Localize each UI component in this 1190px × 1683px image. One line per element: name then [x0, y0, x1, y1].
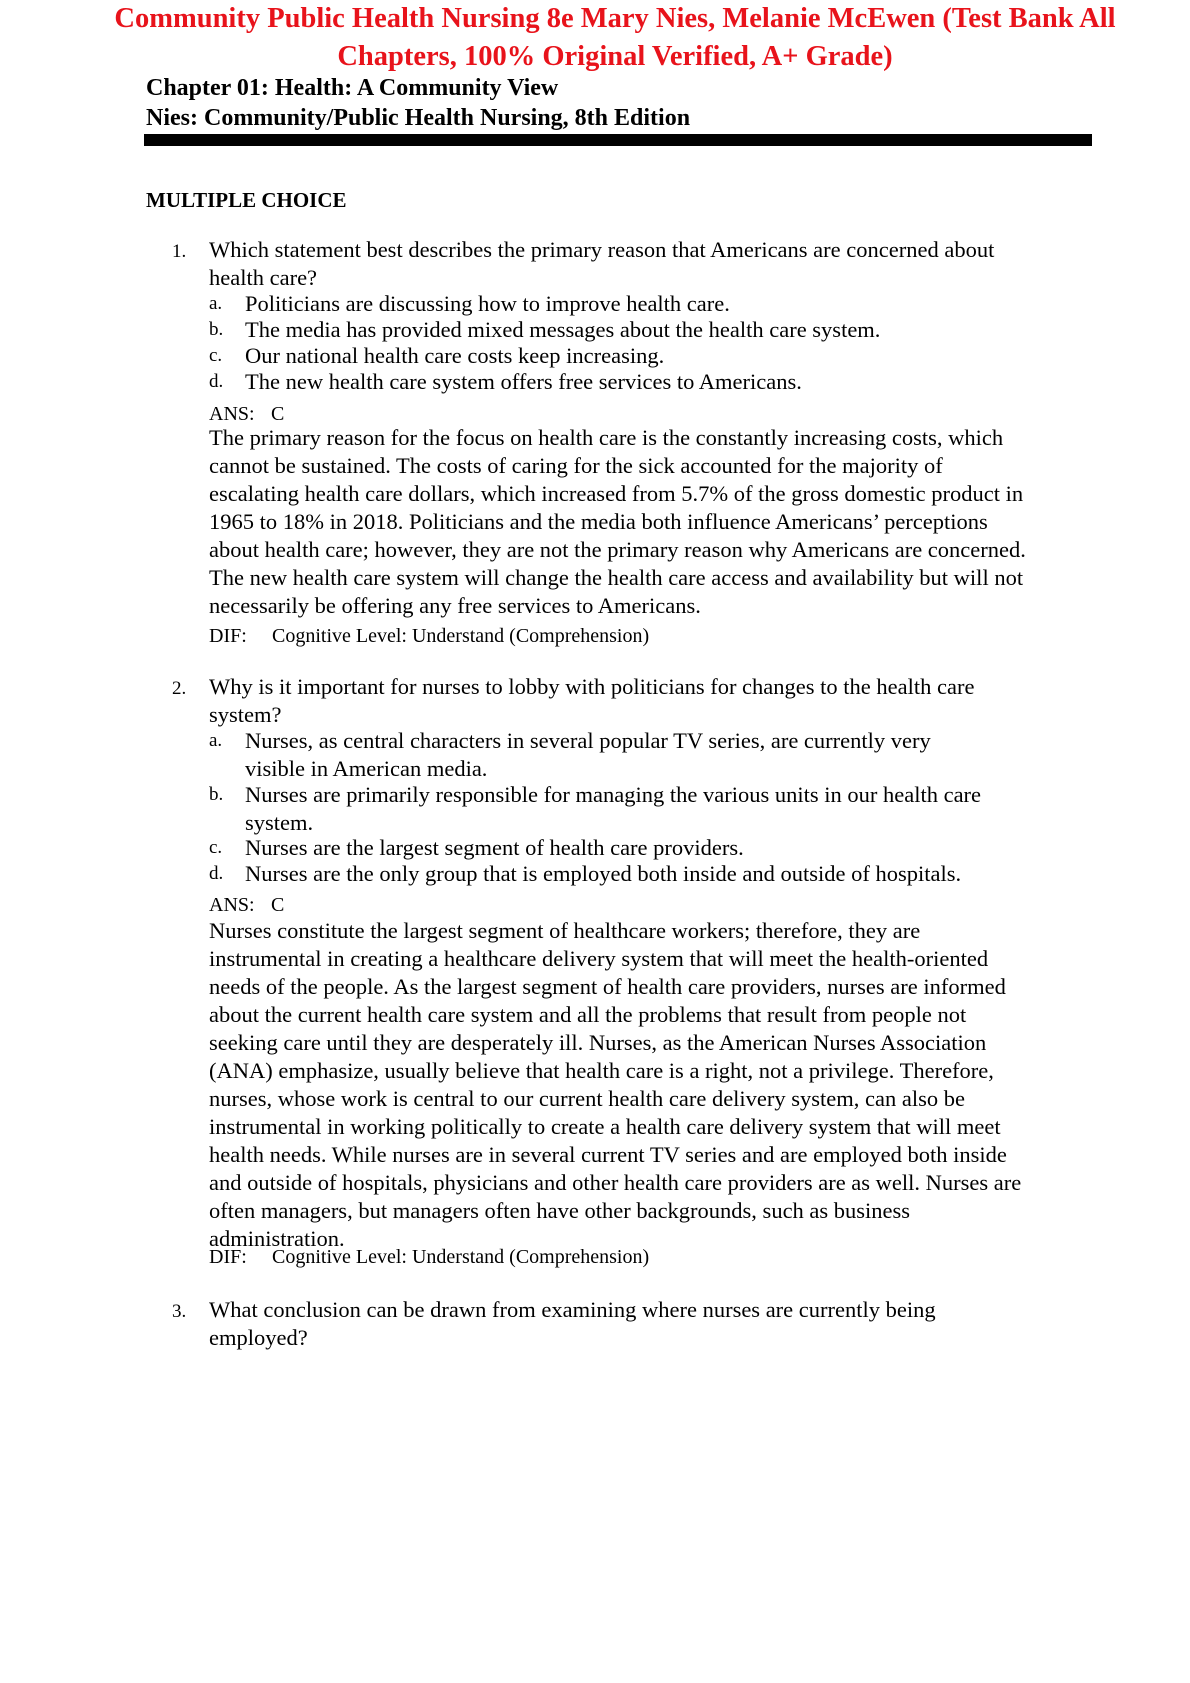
rationale-line: escalating health care dollars, which increased from 5.7% of the gross domestic product in	[209, 481, 1024, 506]
rationale-line: necessarily be offering any free services to Americans.	[209, 593, 701, 618]
rationale-line: health needs. While nurses are in several current TV series and are employed both inside	[209, 1142, 1007, 1167]
difficulty	[209, 1243, 1099, 1271]
rationale-line: The primary reason for the focus on health care is the constantly increasing costs, which	[209, 425, 1004, 450]
answer-label: ANS:	[209, 403, 255, 425]
option-letter: b.	[209, 784, 224, 805]
option-line: Nurses, as central characters in several popular TV series, are currently very	[245, 728, 931, 753]
rationale-line: and outside of hospitals, physicians and other health care providers are as well. Nurses are	[209, 1170, 1022, 1195]
stem-line: What conclusion can be drawn from examining where nurses are currently being	[209, 1297, 936, 1322]
rationale	[209, 424, 1109, 620]
question-stem	[209, 673, 1099, 729]
option-line: system.	[245, 810, 314, 835]
dif-value: Cognitive Level: Understand (Comprehension)	[272, 625, 650, 647]
difficulty	[209, 622, 1099, 650]
answer-value: C	[271, 403, 285, 425]
rationale-line: about the current health care system and all the problems that result from people not	[209, 1002, 967, 1027]
rationale-line: 1965 to 18% in 2018. Politicians and the media both influence Americans’ perceptions	[209, 509, 988, 534]
option-letter: d.	[209, 863, 224, 884]
rationale-line: instrumental in working politically to create a health care delivery system that will meet	[209, 1114, 1001, 1139]
rationale-line: Nurses constitute the largest segment of healthcare workers; therefore, they are	[209, 918, 921, 943]
option-letter: d.	[209, 371, 224, 392]
answer-value: C	[271, 894, 285, 916]
option-letter: a.	[209, 730, 223, 751]
stem-line: employed?	[209, 1325, 308, 1350]
book-title: Nies: Community/Public Health Nursing, 8th Edition	[146, 105, 691, 131]
question-number: 3.	[172, 1301, 187, 1322]
stem-line: health care?	[209, 265, 318, 290]
option-text: Politicians are discussing how to improve health care.	[245, 291, 730, 316]
header-rule	[144, 134, 1092, 146]
section-title: MULTIPLE CHOICE	[146, 188, 347, 212]
chapter-title: Chapter 01: Health: A Community View	[146, 75, 559, 101]
rationale-line: about health care; however, they are not the primary reason why Americans are concerned.	[209, 537, 1026, 562]
option-text: The new health care system offers free services to Americans.	[245, 369, 802, 394]
option-line: Nurses are primarily responsible for managing the various units in our health care	[245, 782, 982, 807]
rationale-line: cannot be sustained. The costs of caring for the sick accounted for the majority of	[209, 453, 943, 478]
option-text	[245, 727, 1095, 783]
answer	[209, 891, 1099, 919]
stem-line: system?	[209, 702, 282, 727]
option-text: Nurses are the largest segment of health care providers.	[245, 835, 744, 860]
banner-line-2: Chapters, 100% Original Verified, A+ Grade)	[337, 41, 893, 72]
answer-label: ANS:	[209, 894, 255, 916]
chapter-header	[146, 73, 690, 133]
option-letter: c.	[209, 345, 223, 366]
question-stem	[209, 1296, 1099, 1352]
banner-line-1: Community Public Health Nursing 8e Mary Nies, Melanie McEwen (Test Bank All	[114, 3, 1116, 34]
dif-value: Cognitive Level: Understand (Comprehension)	[272, 1246, 650, 1268]
dif-label: DIF:	[209, 1246, 247, 1268]
option-line: visible in American media.	[245, 756, 488, 781]
rationale-line: often managers, but managers often have other backgrounds, such as business	[209, 1198, 911, 1223]
question-stem	[209, 236, 1099, 292]
option-text: The media has provided mixed messages about the health care system.	[245, 317, 881, 342]
rationale-line: The new health care system will change the health care access and availability but will not	[209, 565, 1024, 590]
option-text: Our national health care costs keep increasing.	[245, 343, 665, 368]
option-text	[245, 781, 1095, 837]
rationale	[209, 917, 1109, 1253]
document-banner	[40, 0, 1190, 76]
rationale-line: administration.	[209, 1226, 345, 1251]
option-letter: b.	[209, 319, 224, 340]
question-number: 1.	[172, 241, 187, 262]
rationale-line: nurses, whose work is central to our current health care delivery system, can also be	[209, 1086, 965, 1111]
rationale-line: seeking care until they are desperately ill. Nurses, as the American Nurses Association	[209, 1030, 987, 1055]
rationale-line: needs of the people. As the largest segment of health care providers, nurses are informed	[209, 974, 1006, 999]
rationale-line: instrumental in creating a healthcare delivery system that will meet the health-oriented	[209, 946, 989, 971]
rationale-line: (ANA) emphasize, usually believe that health care is a right, not a privilege. Therefore,	[209, 1058, 994, 1083]
stem-line: Which statement best describes the primary reason that Americans are concerned about	[209, 237, 995, 262]
option-letter: a.	[209, 293, 223, 314]
stem-line: Why is it important for nurses to lobby with politicians for changes to the health care	[209, 674, 975, 699]
option-letter: c.	[209, 837, 223, 858]
dif-label: DIF:	[209, 625, 247, 647]
option-text: Nurses are the only group that is employed both inside and outside of hospitals.	[245, 861, 962, 886]
question-number: 2.	[172, 678, 187, 699]
